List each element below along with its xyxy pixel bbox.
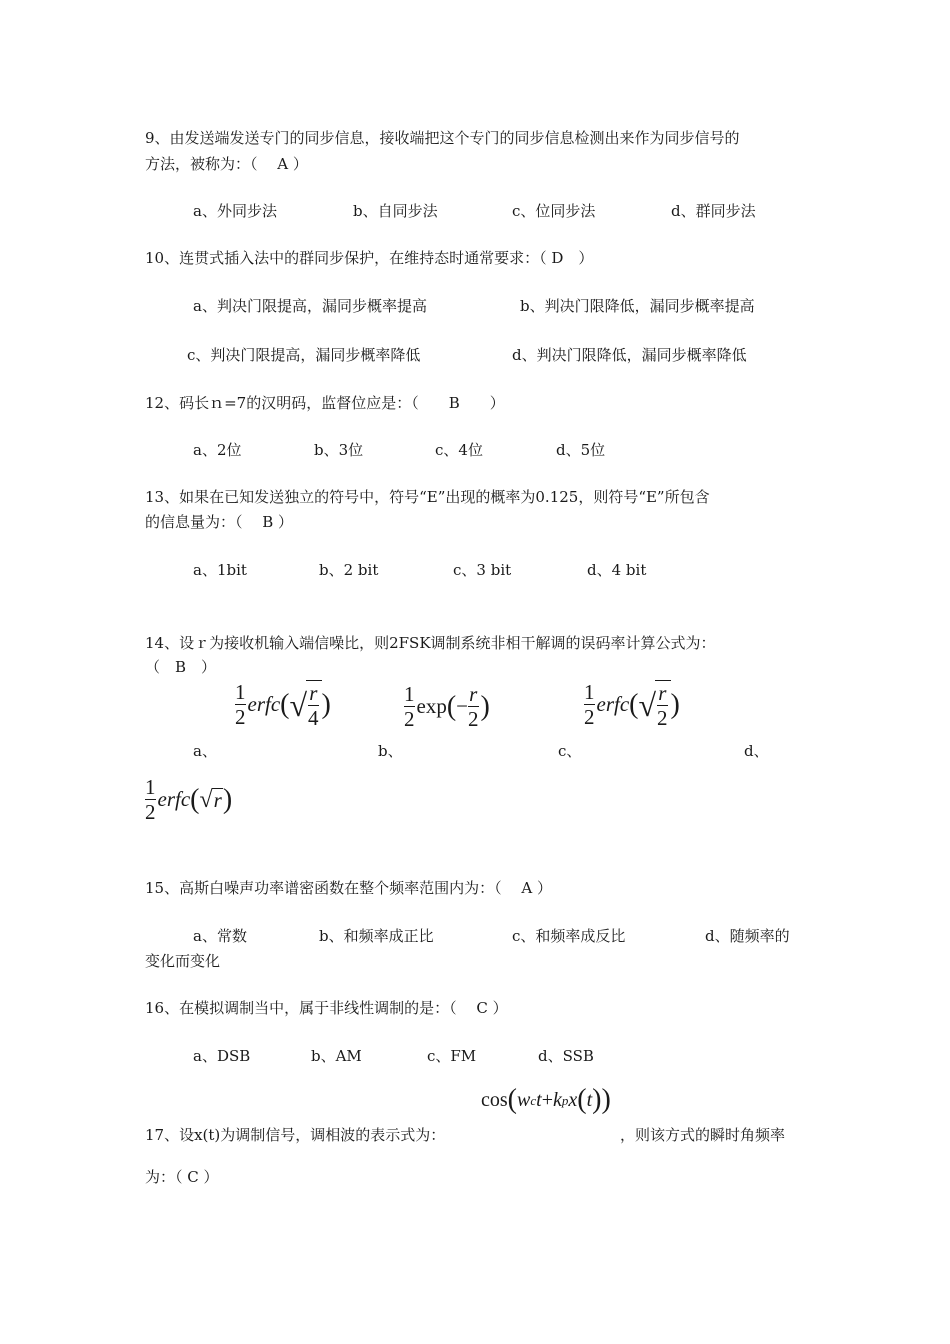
q14-formula-d: $\frac{1}{2}$ erfc ( √ r ) [145, 775, 233, 825]
q12-option-b: b、3位 [314, 441, 364, 459]
q12-stem: 12、码长ｎ=7的汉明码，监督位应是：（ B ） [145, 394, 505, 412]
q10-option-d: d、判决门限降低，漏同步概率降低 [512, 346, 747, 364]
q13-option-c: c、3 bit [453, 561, 512, 579]
q9-option-b: b、自同步法 [353, 202, 438, 220]
q16-option-a: a、DSB [193, 1047, 251, 1065]
q10-option-b: b、判决门限降低，漏同步概率提高 [520, 297, 755, 315]
q12-option-d: d、5位 [556, 441, 606, 459]
q16-option-c: c、FM [427, 1047, 477, 1065]
q12-option-a: a、2位 [193, 441, 242, 459]
q16-stem: 16、在模拟调制当中，属于非线性调制的是：（ C ） [145, 999, 508, 1017]
q10-option-a: a、判决门限提高，漏同步概率提高 [193, 297, 427, 315]
q14-option-c: c、 [558, 742, 582, 760]
q17-formula: cos ( w c t + k p x ( t ) ) [481, 1084, 611, 1115]
q16-option-b: b、AM [311, 1047, 362, 1065]
q14-stem-line1: 14、设ｒ为接收机输入端信噪比，则2FSK调制系统非相干解调的误码率计算公式为： [145, 634, 716, 652]
q15-option-a: a、常数 [193, 927, 247, 945]
q13-stem-line1: 13、如果在已知发送独立的符号中，符号“E”出现的概率为0.125，则符号“E”所包含 [145, 488, 710, 506]
q14-formula-c: $\frac{1}{2}$ erfc ( √ $\frac{r}{2}$ ) [584, 680, 680, 731]
q13-option-b: b、2 bit [319, 561, 379, 579]
q9-option-a: a、外同步法 [193, 202, 277, 220]
q12-option-c: c、4位 [435, 441, 483, 459]
q14-option-b: b、 [378, 742, 403, 760]
q9-option-d: d、群同步法 [671, 202, 756, 220]
q13-option-a: a、1bit [193, 561, 247, 579]
q15-option-d: d、随频率的 [705, 927, 790, 945]
q14-option-d: d、 [744, 742, 769, 760]
q9-option-c: c、位同步法 [512, 202, 596, 220]
q17-stem-line1-post: ，则该方式的瞬时角频率 [620, 1126, 786, 1144]
q14-stem-line2: （ B ） [145, 658, 217, 676]
q14-formula-a: $\frac{1}{2}$ erfc ( √ $\frac{r}{4}$ ) [235, 680, 331, 731]
q14-formula-b: $\frac{1}{2}$ exp ( − $\frac{r}{2}$ ) [404, 682, 490, 732]
q16-option-d: d、SSB [538, 1047, 594, 1065]
q9-stem-line2: 方法，被称为：（ A ） [145, 155, 308, 173]
q15-option-b: b、和频率成正比 [319, 927, 434, 945]
q9-stem-line1: 9、由发送端发送专门的同步信息，接收端把这个专门的同步信息检测出来作为同步信号的 [145, 129, 740, 147]
q17-stem-line2: 为：（ C ） [145, 1168, 219, 1186]
q17-stem-line1-pre: 17、设x(t)为调制信号，调相波的表示式为： [145, 1126, 446, 1144]
q15-option-d-wrap: 变化而变化 [145, 952, 221, 970]
q14-option-a: a、 [193, 742, 217, 760]
q10-option-c: c、判决门限提高，漏同步概率降低 [187, 346, 421, 364]
q13-stem-line2: 的信息量为：（ B ） [145, 513, 294, 531]
q15-option-c: c、和频率成反比 [512, 927, 626, 945]
q10-stem: 10、连贯式插入法中的群同步保护，在维持态时通常要求：（ D ） [145, 249, 594, 267]
q13-option-d: d、4 bit [587, 561, 647, 579]
q15-stem: 15、高斯白噪声功率谱密函数在整个频率范围内为：（ A ） [145, 879, 552, 897]
